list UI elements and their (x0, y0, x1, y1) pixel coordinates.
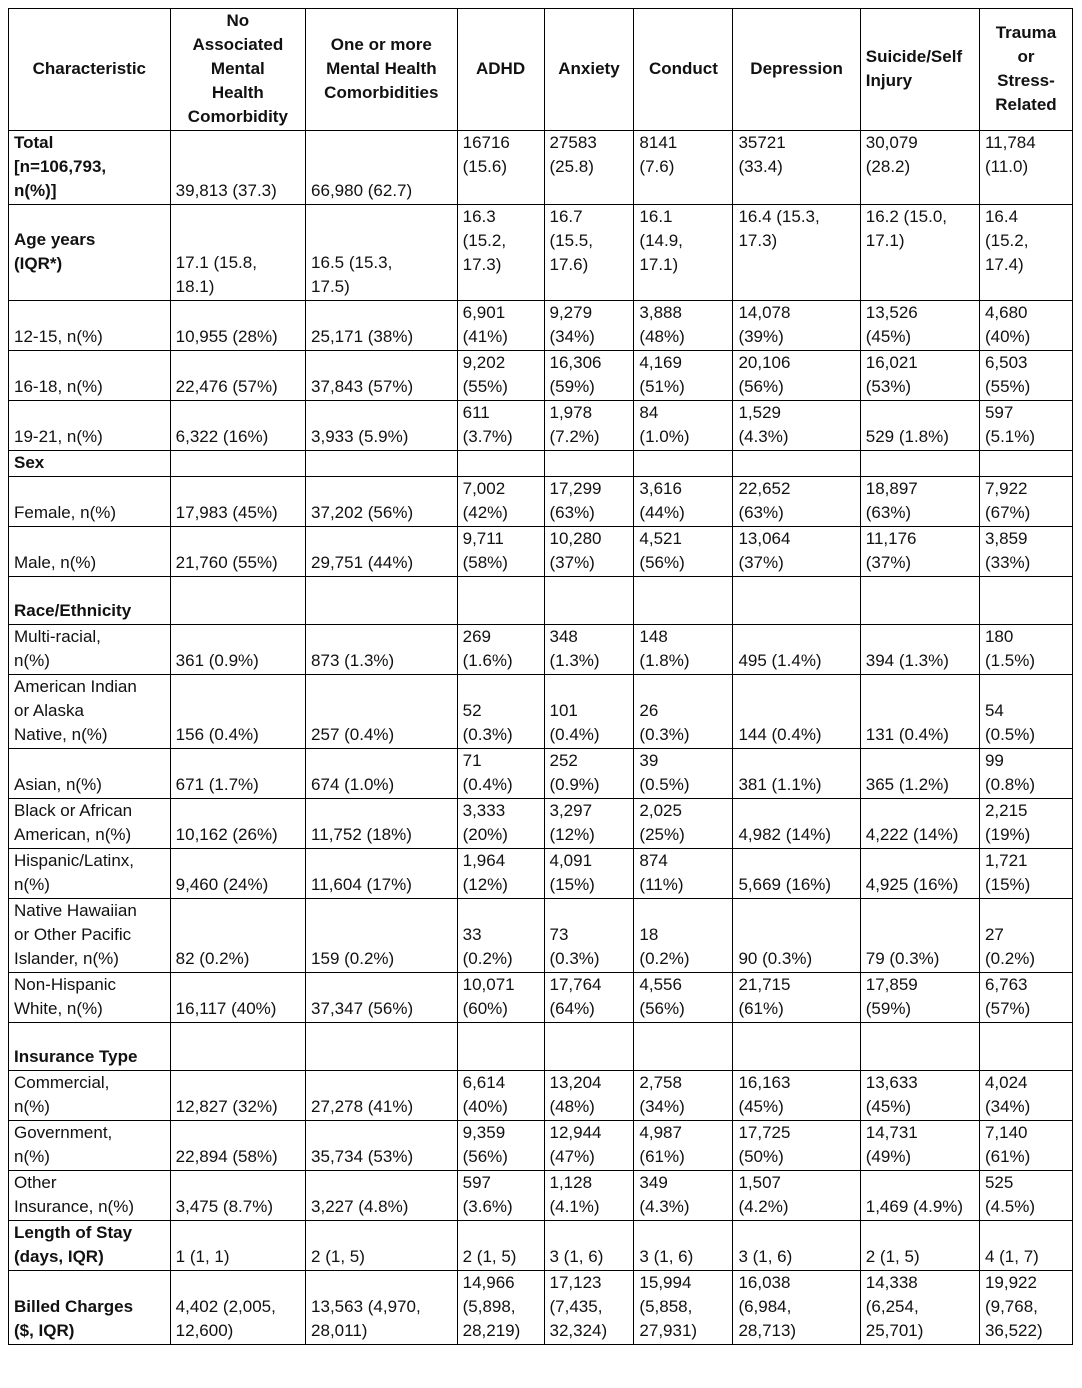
table-cell: 14,966 (5,898, 28,219) (457, 1271, 544, 1345)
table-cell: 13,204 (48%) (544, 1071, 634, 1121)
table-cell: 1,978 (7.2%) (544, 401, 634, 451)
table-cell: 71 (0.4%) (457, 749, 544, 799)
table-cell: 33 (0.2%) (457, 899, 544, 973)
row-label: Government, n(%) (9, 1121, 171, 1171)
table-cell: 10,955 (28%) (170, 301, 305, 351)
table-cell: 21,760 (55%) (170, 527, 305, 577)
table-cell (306, 1023, 458, 1071)
table-cell: 14,731 (49%) (860, 1121, 979, 1171)
table-cell (733, 577, 860, 625)
column-header: Depression (733, 9, 860, 131)
table-cell: 10,280 (37%) (544, 527, 634, 577)
table-cell: 37,347 (56%) (306, 973, 458, 1023)
table-cell: 16.3 (15.2, 17.3) (457, 205, 544, 301)
table-cell (544, 1023, 634, 1071)
table-cell (544, 577, 634, 625)
table-cell: 4,925 (16%) (860, 849, 979, 899)
table-cell: 16,163 (45%) (733, 1071, 860, 1121)
table-row (9, 799, 1073, 849)
table-cell: 1 (1, 1) (170, 1221, 305, 1271)
table-cell: 15,994 (5,858, 27,931) (634, 1271, 733, 1345)
table-cell (306, 451, 458, 477)
table-row (9, 1071, 1073, 1121)
table-cell: 269 (1.6%) (457, 625, 544, 675)
table-cell: 16.5 (15.3, 17.5) (306, 205, 458, 301)
table-cell: 10,071 (60%) (457, 973, 544, 1023)
table-cell: 348 (1.3%) (544, 625, 634, 675)
table-cell: 52 (0.3%) (457, 675, 544, 749)
table-cell: 16.7 (15.5, 17.6) (544, 205, 634, 301)
column-header: Trauma or Stress- Related (979, 9, 1072, 131)
table-cell: 4,402 (2,005, 12,600) (170, 1271, 305, 1345)
row-label: Age years (IQR*) (9, 205, 171, 301)
table-cell (860, 451, 979, 477)
table-row (9, 675, 1073, 749)
table-cell: 6,763 (57%) (979, 973, 1072, 1023)
table-cell (733, 451, 860, 477)
table-cell: 13,633 (45%) (860, 1071, 979, 1121)
column-header: Suicide/Self Injury (860, 9, 979, 131)
table-cell: 3 (1, 6) (733, 1221, 860, 1271)
table-cell: 2 (1, 5) (306, 1221, 458, 1271)
row-label: Non-Hispanic White, n(%) (9, 973, 171, 1023)
row-label: 19-21, n(%) (9, 401, 171, 451)
table-cell: 17,859 (59%) (860, 973, 979, 1023)
table-cell: 90 (0.3%) (733, 899, 860, 973)
table-cell: 9,359 (56%) (457, 1121, 544, 1171)
table-cell: 16.1 (14.9, 17.1) (634, 205, 733, 301)
table-cell: 17,764 (64%) (544, 973, 634, 1023)
table-cell: 14,338 (6,254, 25,701) (860, 1271, 979, 1345)
table-row (9, 527, 1073, 577)
table-cell: 1,128 (4.1%) (544, 1171, 634, 1221)
table-cell: 4,091 (15%) (544, 849, 634, 899)
table-cell: 674 (1.0%) (306, 749, 458, 799)
table-cell: 381 (1.1%) (733, 749, 860, 799)
table-cell: 17,123 (7,435, 32,324) (544, 1271, 634, 1345)
table-cell: 4,521 (56%) (634, 527, 733, 577)
table-cell: 26 (0.3%) (634, 675, 733, 749)
table-cell: 13,563 (4,970, 28,011) (306, 1271, 458, 1345)
table-cell: 35721 (33.4) (733, 131, 860, 205)
row-label: 16-18, n(%) (9, 351, 171, 401)
table-cell: 180 (1.5%) (979, 625, 1072, 675)
table-cell: 17,983 (45%) (170, 477, 305, 527)
row-label: Asian, n(%) (9, 749, 171, 799)
table-cell: 18 (0.2%) (634, 899, 733, 973)
table-cell: 7,002 (42%) (457, 477, 544, 527)
table-cell: 597 (5.1%) (979, 401, 1072, 451)
table-cell: 4,987 (61%) (634, 1121, 733, 1171)
column-header: Conduct (634, 9, 733, 131)
row-label: Male, n(%) (9, 527, 171, 577)
table-cell: 257 (0.4%) (306, 675, 458, 749)
table-cell: 252 (0.9%) (544, 749, 634, 799)
column-header: No Associated Mental Health Comorbidity (170, 9, 305, 131)
table-cell: 4,169 (51%) (634, 351, 733, 401)
table-cell: 84 (1.0%) (634, 401, 733, 451)
table-cell: 12,944 (47%) (544, 1121, 634, 1171)
characteristics-table (8, 8, 1073, 1345)
table-row (9, 1023, 1073, 1071)
table-row (9, 205, 1073, 301)
table-cell: 3 (1, 6) (634, 1221, 733, 1271)
table-cell: 1,964 (12%) (457, 849, 544, 899)
table-cell: 9,460 (24%) (170, 849, 305, 899)
table-cell (979, 577, 1072, 625)
table-cell: 73 (0.3%) (544, 899, 634, 973)
row-label: Multi-racial, n(%) (9, 625, 171, 675)
table-cell: 2 (1, 5) (457, 1221, 544, 1271)
table-row (9, 749, 1073, 799)
table-cell: 16716 (15.6) (457, 131, 544, 205)
table-cell: 11,176 (37%) (860, 527, 979, 577)
table-cell: 3,333 (20%) (457, 799, 544, 849)
table-cell: 16,117 (40%) (170, 973, 305, 1023)
table-cell: 671 (1.7%) (170, 749, 305, 799)
table-cell (979, 451, 1072, 477)
table-row (9, 1171, 1073, 1221)
row-label: Other Insurance, n(%) (9, 1171, 171, 1221)
table-cell: 365 (1.2%) (860, 749, 979, 799)
table-cell: 9,279 (34%) (544, 301, 634, 351)
table-cell (860, 577, 979, 625)
row-label: Total [n=106,793, n(%)] (9, 131, 171, 205)
table-cell: 3,616 (44%) (634, 477, 733, 527)
table-cell: 27,278 (41%) (306, 1071, 458, 1121)
table-cell: 873 (1.3%) (306, 625, 458, 675)
table-cell: 54 (0.5%) (979, 675, 1072, 749)
column-header: Characteristic (9, 9, 171, 131)
table-cell: 6,322 (16%) (170, 401, 305, 451)
table-row (9, 899, 1073, 973)
table-cell: 611 (3.7%) (457, 401, 544, 451)
table-cell: 4,556 (56%) (634, 973, 733, 1023)
table-cell: 2,215 (19%) (979, 799, 1072, 849)
table-cell: 10,162 (26%) (170, 799, 305, 849)
table-cell: 16,021 (53%) (860, 351, 979, 401)
table-cell: 7,140 (61%) (979, 1121, 1072, 1171)
table-cell: 3,227 (4.8%) (306, 1171, 458, 1221)
row-label: Commercial, n(%) (9, 1071, 171, 1121)
table-row (9, 301, 1073, 351)
table-row (9, 625, 1073, 675)
table-cell: 2 (1, 5) (860, 1221, 979, 1271)
table-cell (457, 1023, 544, 1071)
table-row (9, 973, 1073, 1023)
table-cell (860, 1023, 979, 1071)
table-cell: 874 (11%) (634, 849, 733, 899)
table-cell: 101 (0.4%) (544, 675, 634, 749)
table-cell (170, 451, 305, 477)
table-cell: 22,894 (58%) (170, 1121, 305, 1171)
table-cell: 5,669 (16%) (733, 849, 860, 899)
table-cell: 7,922 (67%) (979, 477, 1072, 527)
table-cell: 13,064 (37%) (733, 527, 860, 577)
table-cell: 21,715 (61%) (733, 973, 860, 1023)
table-cell: 35,734 (53%) (306, 1121, 458, 1171)
row-label: Sex (9, 451, 171, 477)
table-cell: 148 (1.8%) (634, 625, 733, 675)
table-cell: 6,503 (55%) (979, 351, 1072, 401)
table-cell: 3 (1, 6) (544, 1221, 634, 1271)
row-label: Race/Ethnicity (9, 577, 171, 625)
table-row (9, 1221, 1073, 1271)
table-cell (457, 577, 544, 625)
row-label: Native Hawaiian or Other Pacific Islander, n(%) (9, 899, 171, 973)
table-cell: 39 (0.5%) (634, 749, 733, 799)
table-cell (544, 451, 634, 477)
table-cell: 16.4 (15.3, 17.3) (733, 205, 860, 301)
table-row (9, 401, 1073, 451)
table-cell: 529 (1.8%) (860, 401, 979, 451)
table-cell: 4,680 (40%) (979, 301, 1072, 351)
table-cell (170, 577, 305, 625)
table-cell: 25,171 (38%) (306, 301, 458, 351)
table-cell: 2,758 (34%) (634, 1071, 733, 1121)
table-cell: 16.2 (15.0, 17.1) (860, 205, 979, 301)
table-cell: 79 (0.3%) (860, 899, 979, 973)
table-cell: 14,078 (39%) (733, 301, 860, 351)
table-cell: 19,922 (9,768, 36,522) (979, 1271, 1072, 1345)
table-cell: 159 (0.2%) (306, 899, 458, 973)
table-cell: 11,752 (18%) (306, 799, 458, 849)
table-cell: 4,024 (34%) (979, 1071, 1072, 1121)
header-row (9, 9, 1073, 131)
table-cell: 156 (0.4%) (170, 675, 305, 749)
table-cell: 16,306 (59%) (544, 351, 634, 401)
table-cell: 3,933 (5.9%) (306, 401, 458, 451)
row-label: Black or African American, n(%) (9, 799, 171, 849)
table-cell: 144 (0.4%) (733, 675, 860, 749)
table-row (9, 1271, 1073, 1345)
table-cell (733, 1023, 860, 1071)
table-cell: 1,721 (15%) (979, 849, 1072, 899)
table-cell: 27583 (25.8) (544, 131, 634, 205)
table-cell: 12,827 (32%) (170, 1071, 305, 1121)
row-label: 12-15, n(%) (9, 301, 171, 351)
table-cell: 16,038 (6,984, 28,713) (733, 1271, 860, 1345)
table-cell: 1,529 (4.3%) (733, 401, 860, 451)
table-cell (457, 451, 544, 477)
table-cell: 1,469 (4.9%) (860, 1171, 979, 1221)
table-cell: 361 (0.9%) (170, 625, 305, 675)
table-row (9, 451, 1073, 477)
table-cell: 17,299 (63%) (544, 477, 634, 527)
table-cell: 82 (0.2%) (170, 899, 305, 973)
table-cell: 22,476 (57%) (170, 351, 305, 401)
table-cell: 30,079 (28.2) (860, 131, 979, 205)
table-cell: 495 (1.4%) (733, 625, 860, 675)
table-cell: 17,725 (50%) (733, 1121, 860, 1171)
table-cell: 11,604 (17%) (306, 849, 458, 899)
table-cell: 1,507 (4.2%) (733, 1171, 860, 1221)
table-cell (979, 1023, 1072, 1071)
table-cell: 9,711 (58%) (457, 527, 544, 577)
column-header: Anxiety (544, 9, 634, 131)
row-label: Insurance Type (9, 1023, 171, 1071)
table-cell: 3,859 (33%) (979, 527, 1072, 577)
row-label: American Indian or Alaska Native, n(%) (9, 675, 171, 749)
table-cell: 349 (4.3%) (634, 1171, 733, 1221)
table-cell: 597 (3.6%) (457, 1171, 544, 1221)
table-cell (634, 451, 733, 477)
table-cell: 18,897 (63%) (860, 477, 979, 527)
row-label: Length of Stay (days, IQR) (9, 1221, 171, 1271)
table-row (9, 1121, 1073, 1171)
table-cell: 8141 (7.6) (634, 131, 733, 205)
table-cell: 22,652 (63%) (733, 477, 860, 527)
table-cell: 6,901 (41%) (457, 301, 544, 351)
table-cell: 37,202 (56%) (306, 477, 458, 527)
table-row (9, 849, 1073, 899)
table-cell (634, 577, 733, 625)
table-row (9, 131, 1073, 205)
table-cell: 2,025 (25%) (634, 799, 733, 849)
table-cell: 3,888 (48%) (634, 301, 733, 351)
table-cell: 13,526 (45%) (860, 301, 979, 351)
table-row (9, 577, 1073, 625)
table-cell: 4,982 (14%) (733, 799, 860, 849)
table-cell: 4,222 (14%) (860, 799, 979, 849)
table-body (9, 131, 1073, 1345)
row-label: Female, n(%) (9, 477, 171, 527)
table-cell: 9,202 (55%) (457, 351, 544, 401)
table-cell: 11,784 (11.0) (979, 131, 1072, 205)
table-cell: 131 (0.4%) (860, 675, 979, 749)
table-cell: 20,106 (56%) (733, 351, 860, 401)
table-cell: 394 (1.3%) (860, 625, 979, 675)
table-cell: 27 (0.2%) (979, 899, 1072, 973)
column-header: ADHD (457, 9, 544, 131)
row-label: Hispanic/Latinx, n(%) (9, 849, 171, 899)
row-label: Billed Charges ($, IQR) (9, 1271, 171, 1345)
table-cell: 17.1 (15.8, 18.1) (170, 205, 305, 301)
table-cell: 16.4 (15.2, 17.4) (979, 205, 1072, 301)
table-cell: 3,475 (8.7%) (170, 1171, 305, 1221)
table-cell: 66,980 (62.7) (306, 131, 458, 205)
table-row (9, 477, 1073, 527)
table-cell: 6,614 (40%) (457, 1071, 544, 1121)
table-cell: 4 (1, 7) (979, 1221, 1072, 1271)
table-row (9, 351, 1073, 401)
table-cell: 99 (0.8%) (979, 749, 1072, 799)
table-cell: 29,751 (44%) (306, 527, 458, 577)
table-cell (634, 1023, 733, 1071)
table-cell: 37,843 (57%) (306, 351, 458, 401)
table-cell (306, 577, 458, 625)
column-header: One or more Mental Health Comorbidities (306, 9, 458, 131)
table-cell: 525 (4.5%) (979, 1171, 1072, 1221)
table-cell (170, 1023, 305, 1071)
table-cell: 3,297 (12%) (544, 799, 634, 849)
table-cell: 39,813 (37.3) (170, 131, 305, 205)
